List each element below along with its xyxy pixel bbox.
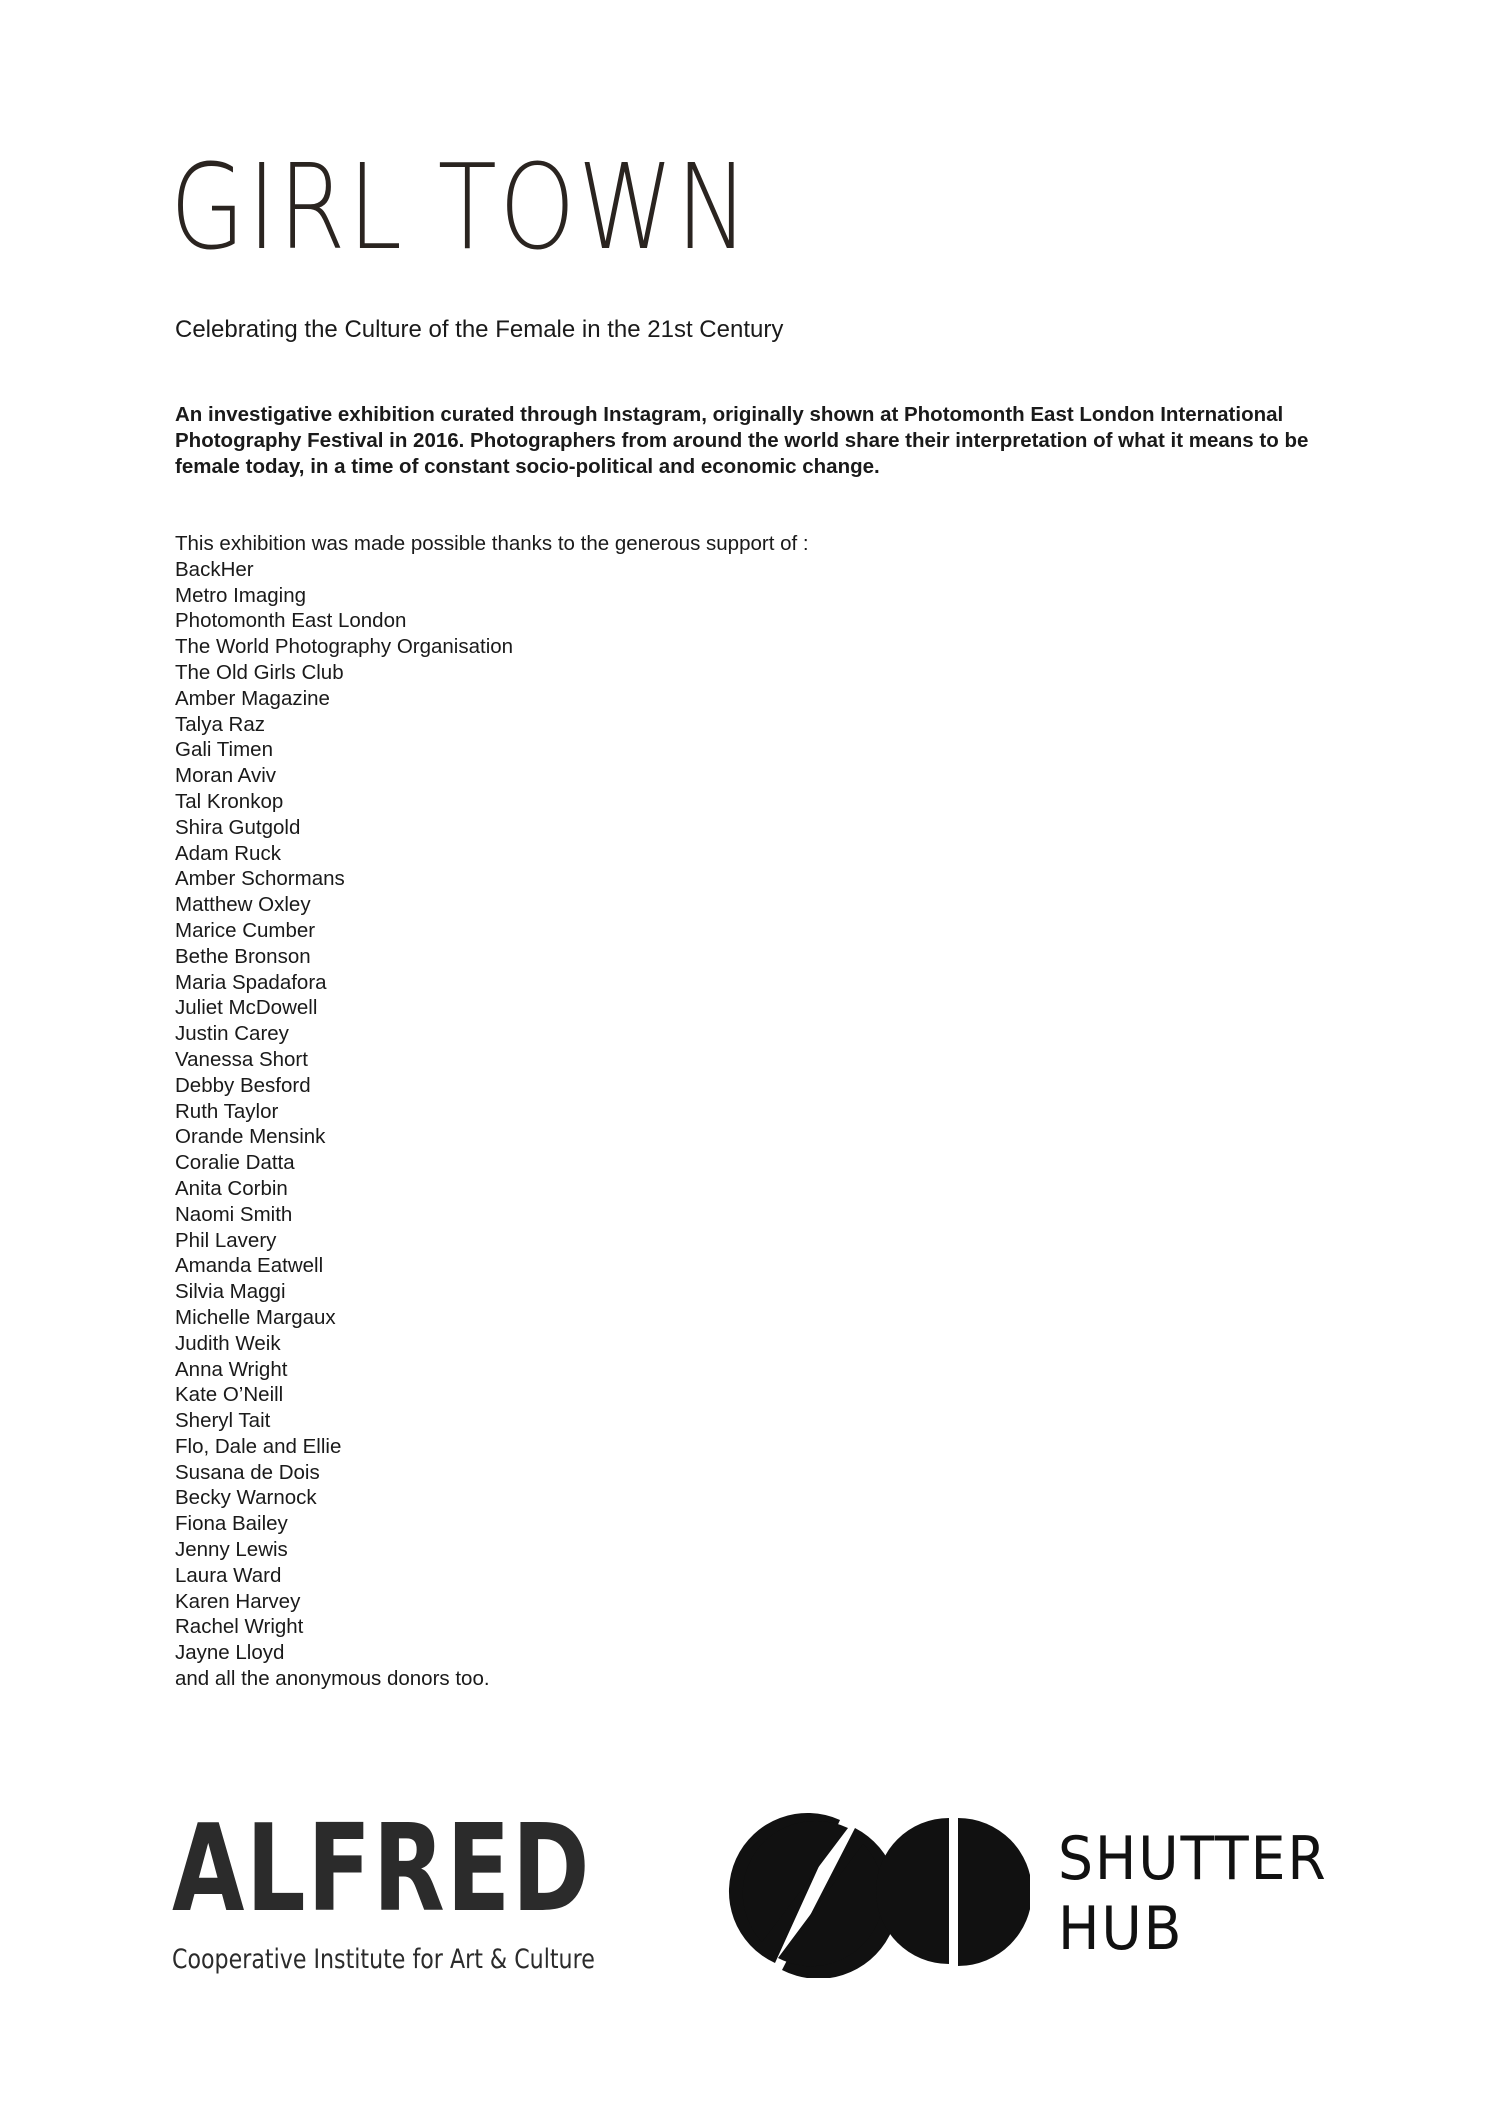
page-title: GIRL TOWN xyxy=(170,138,751,276)
supporter-item: Anna Wright xyxy=(175,1357,288,1381)
supporter-item: Karen Harvey xyxy=(175,1589,301,1613)
supporter-item: Michelle Margaux xyxy=(175,1305,336,1329)
supporter-item: Amber Schormans xyxy=(175,867,345,891)
supporter-item: Laura Ward xyxy=(175,1563,282,1587)
supporter-item: Phil Lavery xyxy=(175,1228,277,1252)
closing-line: and all the anonymous donors too. xyxy=(175,1667,490,1691)
alfred-logo xyxy=(172,1800,709,1975)
supporter-item: Flo, Dale and Ellie xyxy=(175,1434,342,1458)
supporter-item: Anita Corbin xyxy=(175,1176,288,1200)
supporter-item: Amber Magazine xyxy=(175,686,330,710)
supporter-item: Tal Kronkop xyxy=(175,789,284,813)
supporter-item: Coralie Datta xyxy=(175,1151,295,1175)
supporter-item: Talya Raz xyxy=(175,712,266,736)
supporter-item: Marice Cumber xyxy=(175,918,316,942)
supporter-item: Shira Gutgold xyxy=(175,815,301,839)
supporter-item: Silvia Maggi xyxy=(175,1280,286,1304)
alfred-logo-name: ALFRED xyxy=(172,1800,592,1939)
supporter-item: Rachel Wright xyxy=(175,1615,304,1639)
supporter-item: Jenny Lewis xyxy=(175,1538,288,1562)
supporter-item: Amanda Eatwell xyxy=(175,1254,324,1278)
supporter-item: Naomi Smith xyxy=(175,1202,293,1226)
intro-paragraph: An investigative exhibition curated through Instagram, originally shown at Photomonth East London International Photography Festival in 2016. Photographers from around the world share their interpretation of what it means to be female today, in a time of constant socio-political and economic change. xyxy=(175,403,1309,478)
supporter-item: Kate O’Neill xyxy=(175,1383,284,1407)
supporter-item: The World Photography Organisation xyxy=(175,635,514,659)
supporter-item: Orande Mensink xyxy=(175,1125,326,1149)
subtitle: Celebrating the Culture of the Female in the 21st Century xyxy=(175,316,784,343)
supporter-item: Jayne Lloyd xyxy=(175,1641,285,1665)
supporter-item: Matthew Oxley xyxy=(175,893,311,917)
supporter-item: Vanessa Short xyxy=(175,1047,308,1071)
supporter-item: BackHer xyxy=(175,557,254,581)
supporter-item: Maria Spadafora xyxy=(175,970,327,994)
supporter-item: Fiona Bailey xyxy=(175,1512,288,1536)
shutter-hub-logo-icon xyxy=(720,1808,1030,1978)
shutter-hub-wordmark xyxy=(1058,1824,1351,1964)
supporter-item: Sheryl Tait xyxy=(175,1409,271,1433)
supporter-item: Gali Timen xyxy=(175,738,273,762)
shutter-hub-line1: SHUTTER xyxy=(1058,1824,1328,1894)
supporter-item: Metro Imaging xyxy=(175,583,307,607)
thanks-section xyxy=(175,531,809,1692)
supporter-item: Juliet McDowell xyxy=(175,996,318,1020)
supporter-item: Photomonth East London xyxy=(175,609,407,633)
supporter-item: Judith Weik xyxy=(175,1331,281,1355)
shutter-hub-line2: HUB xyxy=(1058,1894,1184,1964)
supporter-item: Bethe Bronson xyxy=(175,944,311,968)
supporter-item: Moran Aviv xyxy=(175,764,277,788)
supporter-item: Justin Carey xyxy=(175,1022,289,1046)
thanks-heading: This exhibition was made possible thanks to the generous support of : xyxy=(175,532,809,555)
alfred-logo-tagline: Cooperative Institute for Art & Culture xyxy=(172,1944,595,1975)
supporter-item: Adam Ruck xyxy=(175,841,281,865)
supporter-item: Ruth Taylor xyxy=(175,1099,279,1123)
supporter-item: Becky Warnock xyxy=(175,1486,317,1510)
supporter-item: Debby Besford xyxy=(175,1073,311,1097)
supporters-list xyxy=(175,557,809,1666)
supporter-item: The Old Girls Club xyxy=(175,660,344,684)
supporter-item: Susana de Dois xyxy=(175,1460,320,1484)
